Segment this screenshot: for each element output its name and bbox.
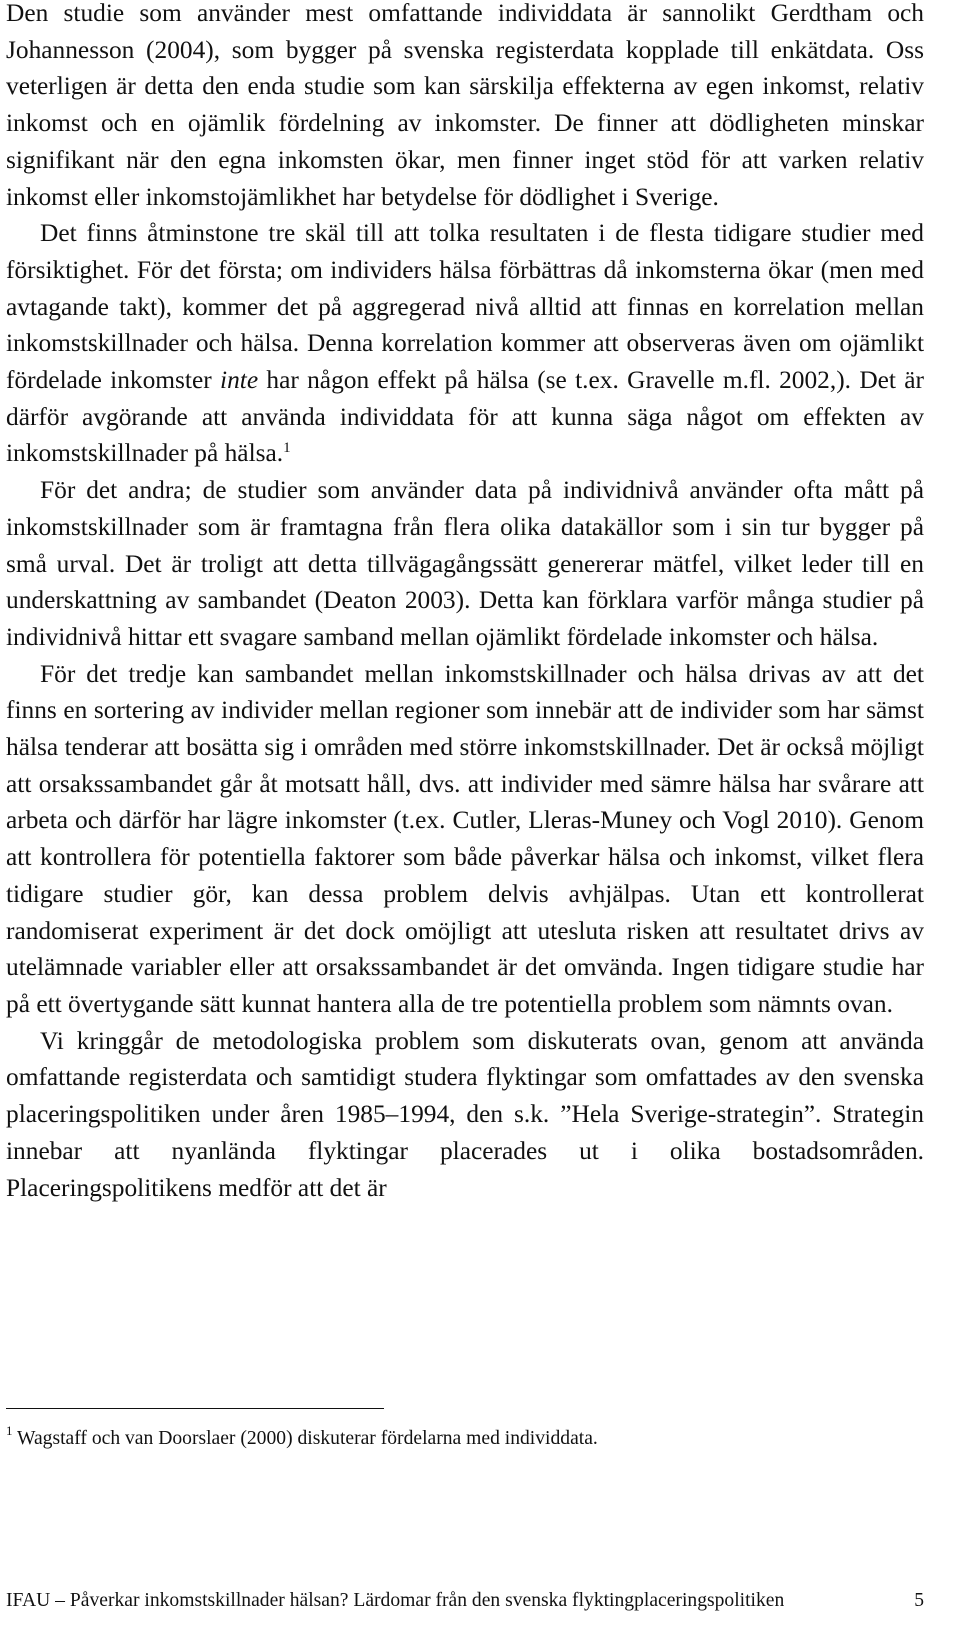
footer-title: IFAU – Påverkar inkomstskillnader hälsan? Lärdomar från den svenska flyktingplaceringspolitiken — [6, 1590, 785, 1611]
page-number: 5 — [914, 1590, 924, 1611]
paragraph-3 — [6, 472, 924, 656]
paragraph-1 — [6, 0, 924, 215]
footnote — [6, 1424, 924, 1454]
page-footer — [6, 1586, 924, 1616]
paragraph-4-text: För det tredje kan sambandet mellan inkomstskillnader och hälsa drivas av att det finns en sortering av individer mellan regioner som innebär att de individer som har sämst hälsa tenderar att bosätta sig i områden med större inkomstskillnader. Det är också möjligt att orsakssambandet går åt motsatt håll, dvs. att individer med sämre hälsa har svårare att arbeta och därför har lägre inkomster (t.ex. Cutler, Lleras-Muney och Vogl 2010). Genom att kontrollera för potentiella faktorer som både påverkar hälsa och inkomst, vilket flera tidigare studier gör, kan dessa problem delvis avhjälpas. Utan ett kontrollerat randomiserat experiment är det dock omöjligt att utesluta risken att resultatet drivs av utelämnade variabler eller att orsakssambandet är det omvända. Ingen tidigare studie har på ett övertygande sätt kunnat hantera alla de tre potentiella problem som nämnts ovan. — [6, 659, 924, 1018]
paragraph-3-text: För det andra; de studier som använder data på individnivå använder ofta mått på inkomstskillnader som är framtagna från flera olika datakällor som i sin tur bygger på små urval. Det är troligt att detta tillvägagångssätt genererar mätfel, vilket leder till en underskattning av sambandet (Deaton 2003). Detta kan förklara varför många studier på individnivå hittar ett svagare samband mellan ojämlikt fördelade inkomster och hälsa. — [6, 476, 924, 651]
body-text — [6, 0, 924, 1206]
paragraph-2 — [6, 215, 924, 472]
footnote-text: Wagstaff och van Doorslaer (2000) diskuterar fördelarna med individdata. — [12, 1428, 598, 1449]
footnote-marker: 1 — [6, 1423, 13, 1438]
paragraph-4 — [6, 656, 924, 1023]
paragraph-5-text: Vi kringgår de metodologiska problem som diskuterats ovan, genom att använda omfattande registerdata och samtidigt studera flyktingar som omfattades av den svenska placeringspolitiken under åren 1985–1994, den s.k. ”Hela Sverige-strategin”. Strategin innebar att nyanlända flyktingar placerades ut i olika bostadsområden. Placeringspolitikens medför att det är — [6, 1026, 924, 1202]
paragraph-5 — [6, 1023, 924, 1207]
paragraph-2-text-a: Det finns åtminstone tre skäl till att tolka resultaten i de flesta tidigare studier med försiktighet. För det första; om individers hälsa förbättras då inkomsterna ökar (men med avtagande takt), kommer det på aggregerad nivå alltid att finnas en korrelation mellan inkomstskillnader och hälsa. Denna korrelation kommer att observeras även om ojämlikt fördelade inkomster — [6, 219, 924, 395]
paragraph-1-text: Den studie som använder mest omfattande individdata är sannolikt Gerdtham och Johannesson (2004), som bygger på svenska registerdata kopplade till enkätdata. Oss veterligen är detta den enda studie som kan särskilja effekterna av egen inkomst, relativ inkomst och en ojämlik fördelning av inkomster. De finner att dödligheten minskar signifikant när den egna inkomsten ökar, men finner inget stöd för att varken relativ inkomst eller inkomstojämlikhet har betydelse för dödlighet i Sverige. — [6, 0, 924, 211]
emphasis-inte: inte — [220, 366, 259, 395]
paragraph-2-text-b: har någon effekt på hälsa (se t.ex. Gravelle m.fl. 2002,). Det är därför avgörande att använda individdata för att kunna säga något om effekten av inkomstskillnader på hälsa. — [6, 366, 925, 468]
footnote-divider — [6, 1408, 384, 1409]
footnote-reference[interactable]: 1 — [283, 440, 291, 457]
